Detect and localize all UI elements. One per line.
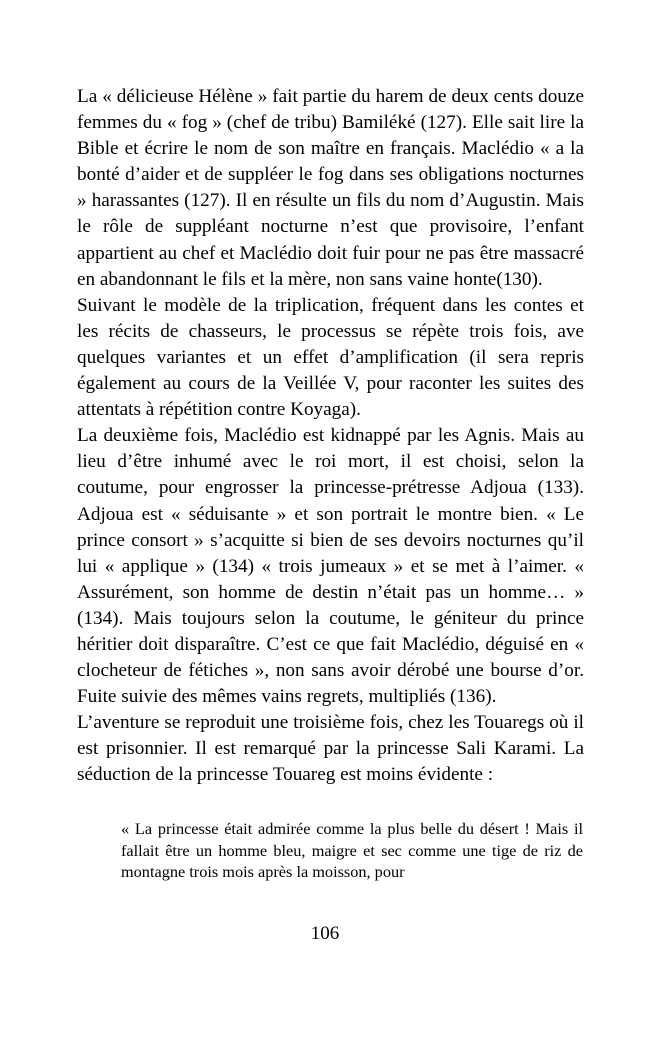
main-text: [77, 84, 584, 789]
paragraph-1: La « délicieuse Hélène » fait partie du harem de deux cents douze femmes du « fog » (chef de tribu) Bamiléké (127). Elle sait lire la Bible et écrire le nom de son maître en français. Maclédio « a la bonté d’aider et de suppléer le fog dans ses obligations nocturnes » harassantes (127). Il en résulte un fils du nom d’Augustin. Mais le rôle de suppléant nocturne n’est que provisoire, l’enfant appartient au chef et Maclédio doit fuir pour ne pas être massacré en abandonnant le fils et la mère, non sans vaine honte(130).: [77, 86, 584, 290]
paragraph-3: La deuxième fois, Maclédio est kidnappé par les Agnis. Mais au lieu d’être inhumé avec le roi mort, il est choisi, selon la coutume, pour engrosser la princesse-prétresse Adjoua (133). Adjoua est « séduisante » et son portrait le montre bien. « Le prince consort » s’acquitte si bien de ses devoirs nocturnes qu’il lui « applique » (134) « trois jumeaux » et se met à l’aimer. « Assurément, son homme de destin n’était pas un homme… » (134). Mais toujours selon la coutume, le géniteur du prince héritier doit disparaître. C’est ce que fait Maclédio, déguisé en « clocheteur de fétiches », non sans avoir dérobé une bourse d’or. Fuite suivie des mêmes vains regrets, multipliés (136).: [77, 425, 584, 708]
paragraph-4: L’aventure se reproduit une troisième fois, chez les Touaregs où il est prisonnier. Il est remarqué par la princesse Sali Karami. La séduction de la princesse Touareg est moins évidente :: [77, 712, 584, 786]
block-quote: [121, 818, 583, 883]
page-number: 106: [310, 923, 340, 944]
quote-text: « La princesse était admirée comme la plus belle du désert ! Mais il fallait être un homme bleu, maigre et sec comme une tige de riz de montagne trois mois après la moisson, pour: [121, 819, 583, 881]
paragraph-2: Suivant le modèle de la triplication, fréquent dans les contes et les récits de chasseurs, le processus se répète trois fois, ave quelques variantes et un effet d’amplification (il sera repris également au cours de la Veillée V, pour raconter les suites des attentats à répétition contre Koyaga).: [77, 294, 584, 421]
